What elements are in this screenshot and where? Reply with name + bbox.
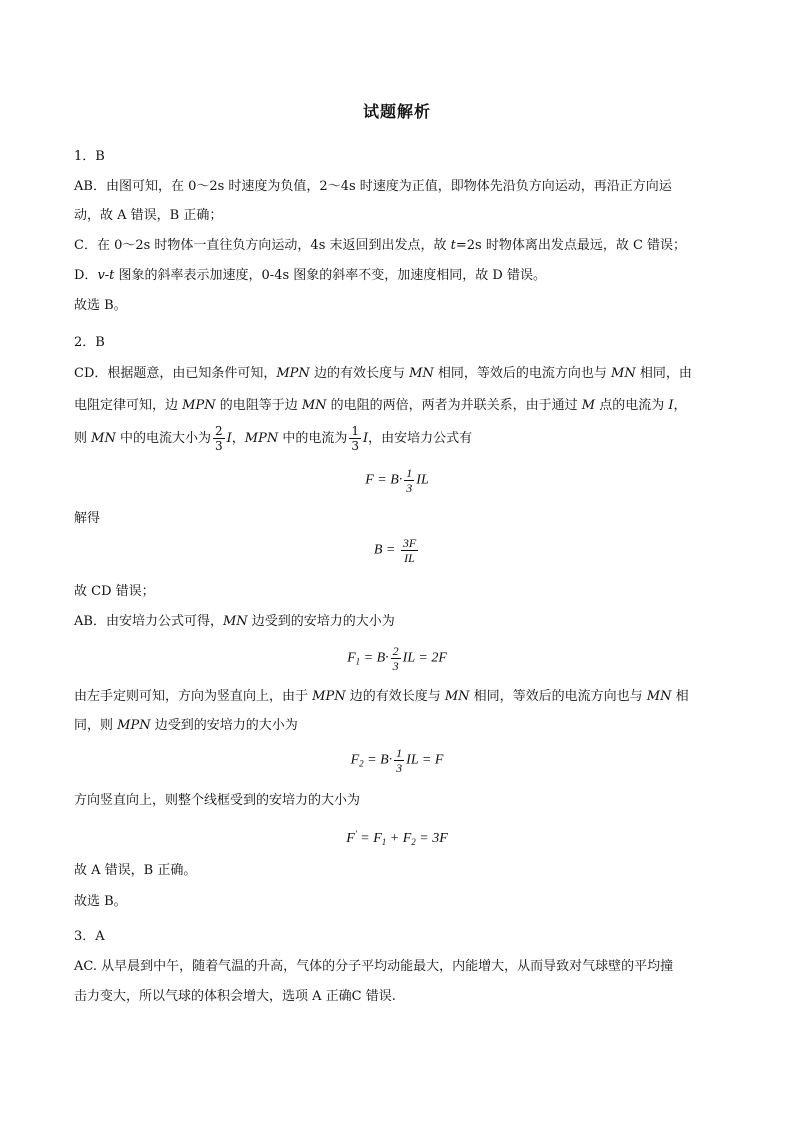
q2-ab-line1: AB．由安培力公式可得，MN 边受到的安培力的大小为 (74, 614, 395, 629)
fraction-one-third: $\frac{1}{3}$ (351, 424, 359, 453)
q1-conclusion: 故选 B。 (74, 298, 127, 313)
q2-ab-line2: 由左手定则可知，方向为竖直向上，由于 MPN 边的有效长度与 MN 相同，等效后的电流方向也与 MN 相 (74, 689, 689, 704)
q2-result: 故 A 错误，B 正确。 (74, 863, 197, 878)
fraction-two-thirds: $\frac{2}{3}$ (214, 424, 223, 453)
q3-header: 3．A (74, 929, 105, 944)
equation-5: $F' = F_1 + F_2 = 3F$ (346, 829, 448, 847)
q2-cd-line2: 电阻定律可知，边 MPN 的电阻等于边 MN 的电阻的两倍，两者为并联关系，由于通过 M 点的电流为 I， (74, 398, 687, 413)
equation-4: $F_2 = B\cdot$ $\frac{1}{3}$ IL = F (350, 746, 444, 775)
q2-cd-line1: CD．根据题意，由已知条件可知，MPN 边的有效长度与 MN 相同，等效后的电流方向也与 MN 相同，由 (74, 366, 692, 381)
q2-cd-line3: 则 MN 中的电流大小为 $\frac{2}{3}$ I，MPN 中的电流为 $\frac{1}{3}$ I，由安培力公式有 (74, 424, 473, 453)
q2-ab-line4: 方向竖直向上，则整个线框受到的安培力的大小为 (74, 793, 361, 808)
page-title: 试题解析 (362, 102, 431, 121)
q1-ab-line1: AB．由图可知，在 0～2s 时速度为负值，2～4s 时速度为正值，即物体先沿负方向运动，再沿正方向运 (74, 179, 672, 194)
equation-3: $F_1 = B\cdot$ $\frac{2}{3}$ IL = 2F (347, 644, 447, 673)
q3-ac-line2: 击力变大，所以气球的体积会增大，选项 A 正确C 错误. (74, 989, 396, 1004)
q2-ab-line3: 同，则 MPN 边受到的安培力的大小为 (74, 718, 298, 733)
equation-2: B = $\frac{3F}{IL}$ (373, 536, 417, 565)
q1-d-line: D．v-t 图象的斜率表示加速度，0-4s 图象的斜率不变，加速度相同，故 D 错误。 (74, 268, 546, 283)
equation-1: F = B· $\frac{1}{3}$ IL (365, 466, 429, 495)
q1-header: 1．B (74, 149, 105, 164)
q2-solve: 解得 (74, 511, 101, 526)
q3-ac-line1: AC. 从早晨到中午，随着气温的升高，气体的分子平均动能最大，内能增大，从而导致对气球壁的平均撞 (74, 959, 674, 974)
q1-c-line: C．在 0～2s 时物体一直往负方向运动，4s 末返回到出发点，故 t=2s 时物体离出发点最远，故 C 错误； (74, 238, 687, 253)
q2-cd-wrong: 故 CD 错误； (74, 584, 155, 599)
q2-conclusion: 故选 B。 (74, 894, 127, 909)
q2-header: 2．B (74, 335, 105, 350)
q1-ab-line2: 动，故 A 错误，B 正确； (74, 208, 223, 223)
